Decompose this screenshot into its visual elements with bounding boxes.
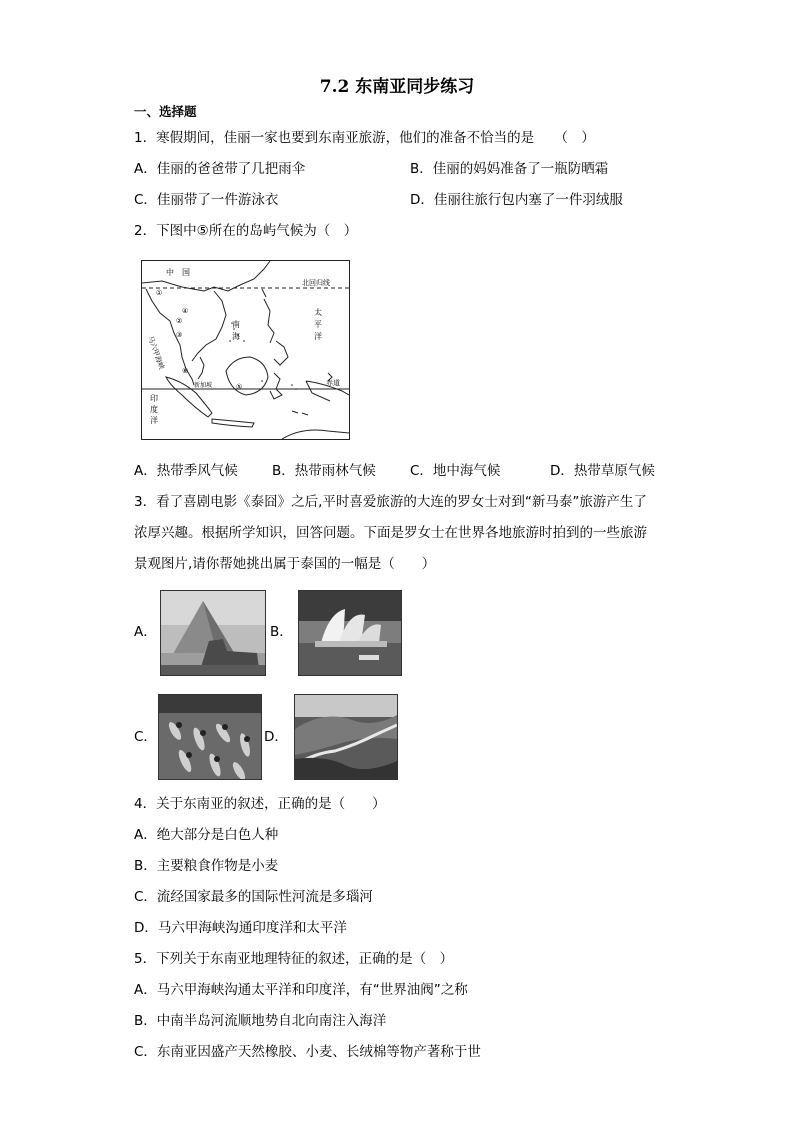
q1-option-b: B．佳丽的妈妈准备了一瓶防晒霜: [410, 161, 609, 177]
q4-option-a: A．绝大部分是白色人种: [134, 827, 279, 843]
map-marker-6: ⑥: [182, 367, 189, 375]
map-label-equator: 赤道: [326, 379, 340, 387]
philippines-mindanao: [274, 341, 288, 365]
map-label-tropic: 北回归线: [302, 279, 330, 287]
map-marker-4: ④: [182, 307, 189, 315]
map-label-indian: 印度洋: [150, 394, 158, 425]
map-drawing: [142, 261, 349, 439]
map-marker-3: ③: [176, 331, 183, 339]
q4-option-c: C．流经国家最多的国际性河流是多瑙河: [134, 889, 373, 905]
q5-option-a: A．马六甲海峡沟通太平洋和印度洋，有“世界油阀”之称: [134, 982, 468, 998]
floating-market-photo: [158, 694, 262, 780]
indochina-east-coast: [192, 291, 226, 361]
q3-option-d-label: D．: [264, 729, 288, 745]
q3-stem-line1: 3．看了喜剧电影《泰囧》之后,平时喜爱旅游的大连的罗女士对到“新马泰”旅游产生了: [134, 494, 647, 510]
section-heading: 一、选择题: [134, 104, 197, 119]
q4-option-b: B．主要粮食作物是小麦: [134, 858, 279, 874]
q1-option-d: D．佳丽往旅行包内塞了一件羽绒服: [410, 192, 623, 208]
southeast-asia-map: [141, 260, 350, 440]
australia-coast: [282, 430, 349, 439]
java: [212, 419, 254, 427]
q3-stem-line3: 景观图片,请你帮她挑出属于泰国的一幅是（ ）: [134, 556, 436, 572]
q5-option-b: B．中南半岛河流顺地势自北向南注入海洋: [134, 1013, 387, 1029]
q4-stem: 4．关于东南亚的叙述，正确的是（ ）: [134, 796, 386, 812]
map-label-scs: 南海: [232, 320, 240, 341]
map-marker-2: ②: [176, 317, 183, 325]
sulawesi: [270, 373, 282, 399]
map-label-china: 中 国: [166, 268, 190, 277]
pyramid-sphinx-photo: [160, 590, 266, 676]
page-title: 7.2 东南亚同步练习: [319, 77, 475, 97]
q2-stem: 2．下图中⑤所在的岛屿气候为（ ）: [134, 223, 358, 239]
china-coastline: [142, 261, 270, 291]
q1-stem: 1．寒假期间，佳丽一家也要到东南亚旅游，他们的准备不恰当的是 （ ）: [134, 130, 595, 146]
q3-stem-line2: 浓厚兴趣。根据所学知识，回答问题。下面是罗女士在世界各地旅游时拍到的一些旅游: [134, 525, 647, 541]
q3-option-a-label: A．: [134, 624, 157, 640]
great-wall-photo: [294, 694, 398, 780]
q1-option-a: A．佳丽的爸爸带了几把雨伞: [134, 161, 306, 177]
sydney-opera-house-photo: [298, 590, 402, 676]
q2-option-d: D．热带草原气候: [550, 463, 655, 479]
q4-option-d: D．马六甲海峡沟通印度洋和太平洋: [134, 920, 347, 936]
map-marker-5: ⑤: [236, 383, 243, 391]
q5-option-c: C．东南亚因盛产天然橡胶、小麦、长绒棉等物产著称于世: [134, 1044, 481, 1060]
q3-option-c-label: C．: [134, 729, 157, 745]
q2-option-c: C．地中海气候: [410, 463, 501, 479]
q3-option-b-label: B．: [270, 624, 293, 640]
q5-stem: 5．下列关于东南亚地理特征的叙述，正确的是（ ）: [134, 951, 454, 967]
q1-option-c: C．佳丽带了一件游泳衣: [134, 192, 279, 208]
map-label-singapore: 新加坡: [194, 382, 213, 389]
map-marker-1: ①: [156, 289, 163, 297]
philippines-luzon: [264, 299, 274, 343]
map-label-strait: 马六甲海峡: [146, 334, 166, 371]
q2-option-a: A．热带季风气候: [134, 463, 238, 479]
q2-option-b: B．热带雨林气候: [272, 463, 376, 479]
map-label-pacific: 太平洋: [314, 308, 322, 341]
